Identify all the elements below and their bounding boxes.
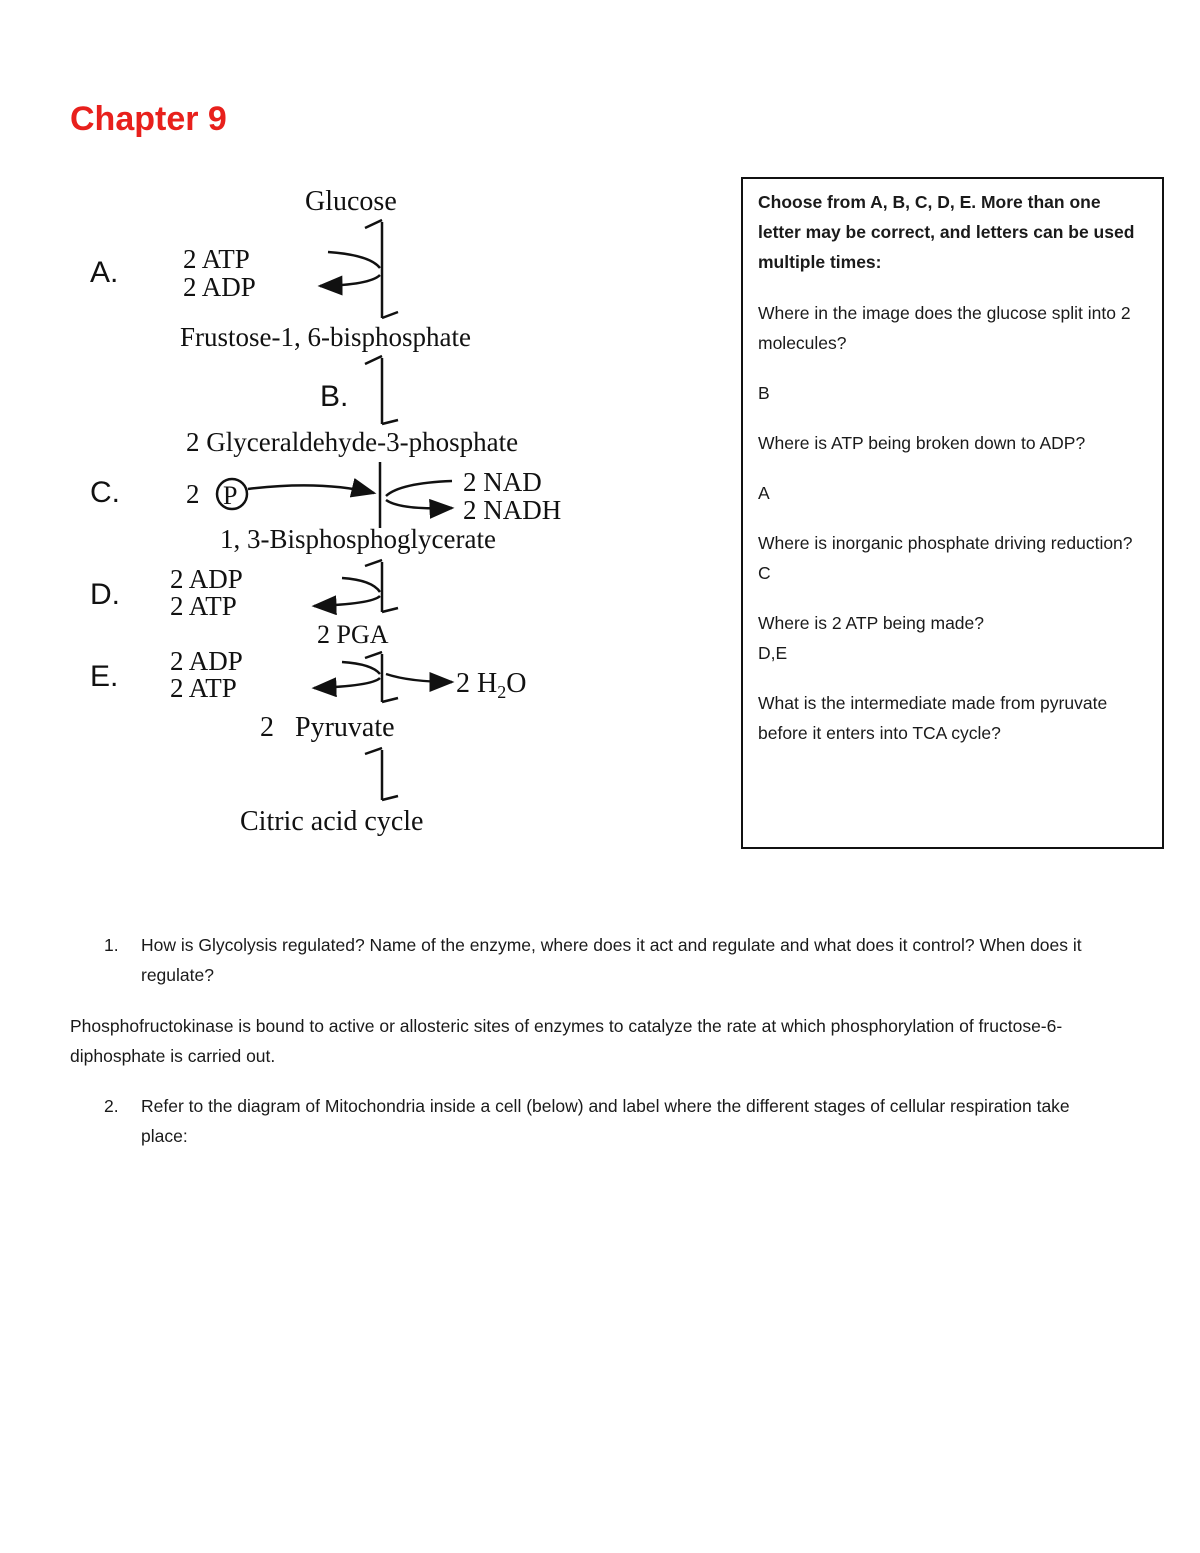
answer-1: B [758, 383, 770, 403]
section-1-question [104, 930, 1094, 990]
step-label-c: C. [90, 476, 120, 509]
section-2-question-text: Refer to the diagram of Mitochondria inside a cell (below) and label where the different stages of cellular respiration take place: [141, 1096, 1070, 1146]
citric-acid-label: Citric acid cycle [240, 806, 424, 837]
pyruvate-label: 2 Pyruvate [260, 712, 395, 743]
section-1-number: 1. [104, 935, 119, 955]
section-2-number: 2. [104, 1096, 119, 1116]
e-water [456, 668, 526, 702]
c-nadh: 2 NADH [463, 495, 562, 525]
arrow-glucose-fructose [320, 220, 398, 318]
answer-4: D,E [758, 643, 788, 663]
e-input-adp: 2 ADP [170, 646, 243, 676]
chapter-title: Chapter 9 [70, 100, 227, 138]
question-box [741, 177, 1164, 849]
question-2: Where is ATP being broken down to ADP? [758, 433, 1086, 453]
question-5: What is the intermediate made from pyruvate before it enters into TCA cycle? [758, 693, 1108, 743]
question-3: Where is inorganic phosphate driving reduction? [758, 533, 1133, 553]
arrow-c [248, 462, 452, 528]
answer-3: C [758, 563, 771, 583]
fructose-label: Frustose-1, 6-bisphosphate [180, 322, 471, 352]
section-2-question [104, 1091, 1094, 1151]
c-phosphate-symbol: P [223, 481, 238, 510]
a-output-adp: 2 ADP [183, 272, 256, 302]
question-1: Where in the image does the glucose split into 2 molecules? [758, 303, 1131, 353]
glycolysis-diagram [80, 180, 710, 850]
c-phosphate-count: 2 [186, 479, 200, 509]
arrow-e [314, 652, 452, 702]
question-4: Where is 2 ATP being made? [758, 613, 985, 633]
d-input-adp: 2 ADP [170, 564, 243, 594]
glucose-label: Glucose [305, 186, 397, 217]
e-water-o: O [506, 668, 527, 699]
arrow-pyruvate-citric [365, 748, 398, 800]
d-output-atp: 2 ATP [170, 591, 237, 621]
arrow-fructose-g3p [365, 356, 398, 424]
step-label-d: D. [90, 578, 120, 611]
a-input-atp: 2 ATP [183, 244, 250, 274]
e-output-atp: 2 ATP [170, 673, 237, 703]
c-nad: 2 NAD [463, 467, 542, 497]
glycolysis-diagram-svg [80, 180, 710, 850]
g3p-label: 2 Glyceraldehyde-3-phosphate [186, 427, 519, 457]
step-label-b: B. [320, 380, 349, 413]
answer-2: A [758, 483, 770, 503]
section-1-answer: Phosphofructokinase is bound to active or allosteric sites of enzymes to catalyze the rate at which phosphorylation of fructose-6-diphosphate is carried out. [70, 1016, 1063, 1066]
pga-label: 2 PGA [317, 620, 389, 649]
e-water-h: 2 H [456, 668, 498, 699]
bpg-label: 1, 3-Bisphosphoglycerate [220, 524, 496, 554]
section-1-question-text: How is Glycolysis regulated? Name of the enzyme, where does it act and regulate and what does it control? When does it regulate? [141, 935, 1082, 985]
step-label-a: A. [90, 256, 119, 289]
e-water-sub: 2 [497, 682, 507, 702]
question-box-intro: Choose from A, B, C, D, E. More than one letter may be correct, and letters can be used multiple times: [758, 192, 1135, 272]
arrow-d [314, 560, 398, 612]
step-label-e: E. [90, 660, 119, 693]
